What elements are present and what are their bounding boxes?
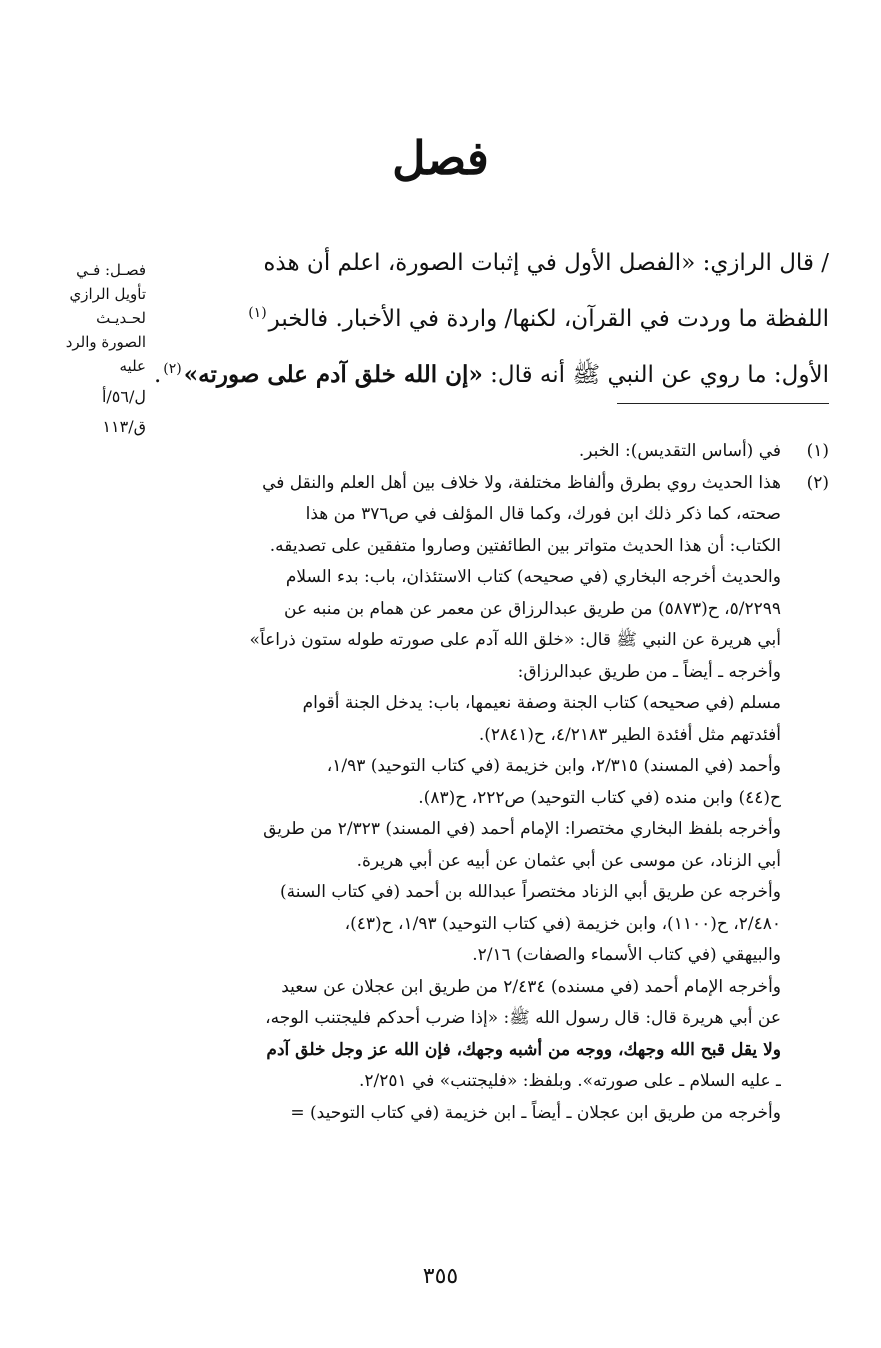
footnote-line: ٥/٢٢٩٩، ح(٥٨٧٣) من طريق عبدالرزاق عن معمر عن همام بن منبه عن bbox=[284, 598, 781, 619]
margin-heading-line: فصـل: فـي bbox=[76, 261, 146, 279]
footnote-line: مسلم (في صحيحه) كتاب الجنة وصفة نعيمها، باب: يدخل الجنة أقوام bbox=[302, 693, 781, 713]
footnote-line: وأخرجه عن طريق أبي الزناد مختصراً عبدالله بن أحمد (في كتاب السنة) bbox=[279, 882, 781, 902]
manuscript-ref: ل/٥٦/أ bbox=[101, 387, 146, 406]
margin-note bbox=[28, 258, 146, 442]
hadith-quote: «إن الله خلق آدم على صورته» bbox=[183, 361, 483, 388]
footnotes bbox=[149, 436, 829, 1129]
main-line: اللفظة ما وردت في القرآن، لكنها/ واردة في الأخبار. فالخبر$^{(١)}$ bbox=[248, 305, 829, 332]
footnote-line: ولا يقل قبح الله وجهك، ووجه من أشبه وجهك، فإن الله عز وجل خلق آدم bbox=[266, 1039, 781, 1060]
main-paragraph bbox=[149, 238, 829, 400]
footnote-line: الكتاب: أن هذا الحديث متواتر بين الطائفتين وصاروا متفقين على تصديقه. bbox=[269, 535, 781, 556]
footnote-line: أفئدتهم مثل أفئدة الطير ٤/٢١٨٣، ح(٢٨٤١). bbox=[478, 724, 781, 745]
footnote-number: (١) bbox=[806, 441, 829, 461]
footnote-marker: (٢) bbox=[163, 361, 182, 377]
margin-heading-line: الصورة والرد bbox=[65, 333, 146, 351]
footnote-line: أبي هريرة عن النبي ﷺ قال: «خلق الله آدم على صورته طوله ستون ذراعاً» bbox=[249, 630, 781, 650]
margin-heading-line: تأويل الرازي bbox=[69, 285, 146, 303]
main-line: / قال الرازي: «الفصل الأول في إثبات الصورة، اعلم أن هذه bbox=[263, 250, 829, 276]
footnote-line: أبي الزناد، عن موسى عن أبي عثمان عن أبيه عن أبي هريرة. bbox=[356, 850, 781, 871]
footnote-text: في (أساس التقديس): الخبر. bbox=[578, 441, 781, 461]
chapter-title: فصل bbox=[392, 131, 489, 185]
footnote-line: والحديث أخرجه البخاري (في صحيحه) كتاب الاستئذان، باب: بدء السلام bbox=[285, 567, 781, 587]
footnote-1 bbox=[149, 436, 829, 468]
footnote-line: عن أبي هريرة قال: قال رسول الله ﷺ: «إذا ضرب أحدكم فليجتنب الوجه، bbox=[265, 1008, 781, 1028]
footnote-line: هذا الحديث روي بطرق وألفاظ مختلفة، ولا خلاف بين أهل العلم والنقل في bbox=[262, 472, 781, 493]
footnote-line: وأخرجه ـ أيضاً ـ من طريق عبدالرزاق: bbox=[517, 661, 781, 682]
footnote-line: صحته، كما ذكر ذلك ابن فورك، وكما قال المؤلف في ص٣٧٦ من هذا bbox=[305, 504, 781, 524]
margin-heading-line: عليه bbox=[119, 357, 146, 375]
main-line: الأول: ما روي عن النبي ﷺ أنه قال: «إن الله خلق آدم على صورته»$^{(٢)}$. bbox=[153, 361, 829, 388]
footnote-line: والبيهقي (في كتاب الأسماء والصفات) ٢/١٦. bbox=[472, 945, 781, 965]
footnote-number: (٢) bbox=[806, 472, 829, 493]
page-number: ٣٥٥ bbox=[422, 1264, 459, 1289]
manuscript-ref: ق/١١٣ bbox=[102, 417, 146, 436]
footnote-line: وأخرجه بلفظ البخاري مختصرا: الإمام أحمد (في المسند) ٢/٣٢٣ من طريق bbox=[263, 819, 781, 839]
footnote-separator bbox=[617, 403, 829, 404]
footnote-line: ـ عليه السلام ـ على صورته». وبلفظ: «فليجتنب» في ٢/٢٥١. bbox=[359, 1071, 781, 1091]
footnote-line: ٢/٤٨٠، ح(١١٠٠)، وابن خزيمة (في كتاب التوحيد) ١/٩٣، ح(٤٣)، bbox=[344, 913, 781, 934]
footnote-line: وأخرجه الإمام أحمد (في مسنده) ٢/٤٣٤ من طريق ابن عجلان عن سعيد bbox=[281, 976, 781, 997]
footnote-line: وأحمد (في المسند) ٢/٣١٥، وابن خزيمة (في كتاب التوحيد) ١/٩٣، bbox=[326, 756, 781, 776]
footnote-2 bbox=[149, 468, 829, 1130]
footnote-text bbox=[149, 468, 781, 1130]
footnote-marker: (١) bbox=[248, 305, 267, 321]
footnote-line: ح(٤٤) وابن منده (في كتاب التوحيد) ص٢٢٢، ح(٨٣). bbox=[418, 787, 781, 808]
margin-heading-line: لحـديـث bbox=[96, 309, 146, 327]
footnote-line: وأخرجه من طريق ابن عجلان ـ أيضاً ـ ابن خزيمة (في كتاب التوحيد) = bbox=[290, 1102, 781, 1123]
